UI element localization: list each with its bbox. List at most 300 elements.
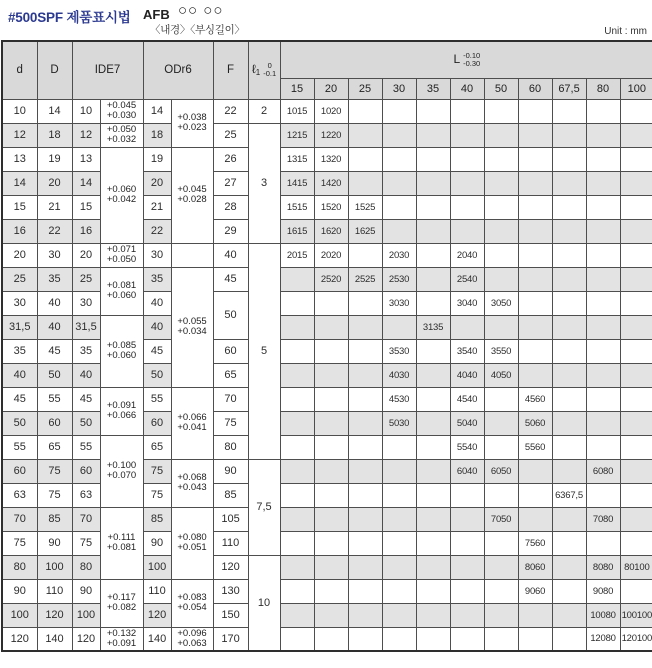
cell-L-80: 8080 xyxy=(586,555,620,579)
cell-L-67,5 xyxy=(552,339,586,363)
cell-l1: 10 xyxy=(248,555,280,651)
cell-L-15 xyxy=(280,459,314,483)
cell-L-40 xyxy=(450,603,484,627)
cell-f: 80 xyxy=(213,435,248,459)
page-header xyxy=(0,0,652,40)
cell-L-100 xyxy=(620,171,652,195)
cell-L-50 xyxy=(484,195,518,219)
cell-D: 20 xyxy=(37,171,72,195)
cell-odr6: 40 xyxy=(143,315,171,339)
cell-L-100 xyxy=(620,411,652,435)
cell-L-25 xyxy=(348,531,382,555)
cell-ide7: 70 xyxy=(72,507,100,531)
cell-L-50 xyxy=(484,147,518,171)
cell-L-15: 1315 xyxy=(280,147,314,171)
cell-d: 90 xyxy=(2,579,37,603)
cell-odr6: 45 xyxy=(143,339,171,363)
cell-D: 60 xyxy=(37,411,72,435)
cell-L-15 xyxy=(280,627,314,651)
cell-odr6-tolerance: +0.055 +0.034 xyxy=(171,267,213,387)
table-body xyxy=(2,99,652,651)
cell-L-30: 3530 xyxy=(382,339,416,363)
cell-L-20 xyxy=(314,579,348,603)
l-size-header: 80 xyxy=(586,78,620,99)
cell-odr6-tolerance xyxy=(171,243,213,267)
cell-L-35 xyxy=(416,459,450,483)
spec-row-d-30 xyxy=(2,291,652,315)
cell-L-25 xyxy=(348,99,382,123)
cell-L-100 xyxy=(620,99,652,123)
cell-L-35 xyxy=(416,603,450,627)
cell-L-15 xyxy=(280,315,314,339)
cell-f: 28 xyxy=(213,195,248,219)
cell-L-35 xyxy=(416,99,450,123)
cell-L-35 xyxy=(416,195,450,219)
cell-L-60: 4560 xyxy=(518,387,552,411)
cell-L-20 xyxy=(314,627,348,651)
cell-odr6-tolerance: +0.096 +0.063 xyxy=(171,627,213,651)
cell-L-35 xyxy=(416,171,450,195)
cell-f: 110 xyxy=(213,531,248,555)
cell-odr6: 22 xyxy=(143,219,171,243)
cell-D: 65 xyxy=(37,435,72,459)
spec-row-d-13 xyxy=(2,147,652,171)
cell-L-40: 5040 xyxy=(450,411,484,435)
cell-L-60 xyxy=(518,507,552,531)
cell-D: 110 xyxy=(37,579,72,603)
cell-L-30 xyxy=(382,99,416,123)
cell-d: 30 xyxy=(2,291,37,315)
cell-L-15: 2015 xyxy=(280,243,314,267)
cell-L-20 xyxy=(314,339,348,363)
cell-L-50 xyxy=(484,267,518,291)
cell-L-15: 1015 xyxy=(280,99,314,123)
cell-L-60 xyxy=(518,627,552,651)
cell-f: 150 xyxy=(213,603,248,627)
cell-L-40 xyxy=(450,315,484,339)
cell-L-30 xyxy=(382,171,416,195)
col-header-f: F xyxy=(213,41,248,99)
cell-ide7: 75 xyxy=(72,531,100,555)
cell-L-100 xyxy=(620,459,652,483)
cell-L-30 xyxy=(382,507,416,531)
cell-f: 27 xyxy=(213,171,248,195)
cell-ide7: 25 xyxy=(72,267,100,291)
cell-L-67,5 xyxy=(552,315,586,339)
cell-ide7-tolerance: +0.132 +0.091 xyxy=(100,627,143,651)
cell-D: 40 xyxy=(37,315,72,339)
spec-row-d-15 xyxy=(2,195,652,219)
cell-L-15: 1515 xyxy=(280,195,314,219)
cell-L-60 xyxy=(518,243,552,267)
col-header-d: d xyxy=(2,41,37,99)
cell-L-50 xyxy=(484,579,518,603)
col-header-D: D xyxy=(37,41,72,99)
cell-ide7-tolerance: +0.060 +0.042 xyxy=(100,147,143,243)
cell-f: 85 xyxy=(213,483,248,507)
cell-L-50: 3550 xyxy=(484,339,518,363)
cell-L-25 xyxy=(348,483,382,507)
cell-L-80 xyxy=(586,531,620,555)
spec-row-d-14 xyxy=(2,171,652,195)
cell-L-20 xyxy=(314,315,348,339)
cell-L-35 xyxy=(416,435,450,459)
cell-ide7: 60 xyxy=(72,459,100,483)
cell-L-30 xyxy=(382,483,416,507)
cell-D: 55 xyxy=(37,387,72,411)
cell-L-20 xyxy=(314,435,348,459)
cell-L-40 xyxy=(450,195,484,219)
cell-L-35 xyxy=(416,531,450,555)
cell-L-30 xyxy=(382,147,416,171)
cell-L-60 xyxy=(518,99,552,123)
cell-L-67,5 xyxy=(552,579,586,603)
cell-f: 50 xyxy=(213,291,248,339)
spec-row-d-60 xyxy=(2,459,652,483)
cell-L-30 xyxy=(382,459,416,483)
cell-d: 10 xyxy=(2,99,37,123)
cell-odr6: 75 xyxy=(143,483,171,507)
cell-L-20: 1420 xyxy=(314,171,348,195)
cell-L-15 xyxy=(280,555,314,579)
cell-L-67,5 xyxy=(552,99,586,123)
cell-L-25 xyxy=(348,603,382,627)
cell-L-67,5 xyxy=(552,267,586,291)
cell-odr6: 18 xyxy=(143,123,171,147)
cell-L-50: 4050 xyxy=(484,363,518,387)
cell-ide7-tolerance: +0.091 +0.066 xyxy=(100,387,143,435)
cell-d: 40 xyxy=(2,363,37,387)
cell-L-20 xyxy=(314,507,348,531)
cell-L-25 xyxy=(348,243,382,267)
cell-L-67,5 xyxy=(552,363,586,387)
cell-L-60 xyxy=(518,363,552,387)
cell-L-35 xyxy=(416,627,450,651)
cell-L-30: 2030 xyxy=(382,243,416,267)
cell-d: 15 xyxy=(2,195,37,219)
cell-odr6: 120 xyxy=(143,603,171,627)
cell-L-25 xyxy=(348,555,382,579)
cell-L-15 xyxy=(280,267,314,291)
cell-D: 75 xyxy=(37,459,72,483)
cell-D: 45 xyxy=(37,339,72,363)
cell-d: 63 xyxy=(2,483,37,507)
cell-L-40 xyxy=(450,171,484,195)
cell-D: 40 xyxy=(37,291,72,315)
cell-L-35 xyxy=(416,363,450,387)
cell-D: 100 xyxy=(37,555,72,579)
l-size-header: 20 xyxy=(314,78,348,99)
cell-L-50 xyxy=(484,171,518,195)
cell-L-100 xyxy=(620,243,652,267)
cell-d: 13 xyxy=(2,147,37,171)
cell-L-100 xyxy=(620,507,652,531)
cell-L-80 xyxy=(586,243,620,267)
L-tolerance: -0.10 -0.30 xyxy=(463,50,481,68)
cell-D: 14 xyxy=(37,99,72,123)
cell-L-80 xyxy=(586,267,620,291)
cell-d: 75 xyxy=(2,531,37,555)
cell-L-80: 10080 xyxy=(586,603,620,627)
cell-L-30 xyxy=(382,627,416,651)
col-header-odr6: ODr6 xyxy=(143,41,213,99)
cell-L-100 xyxy=(620,267,652,291)
cell-L-40: 6040 xyxy=(450,459,484,483)
cell-L-35 xyxy=(416,147,450,171)
cell-L-35 xyxy=(416,267,450,291)
cell-L-35 xyxy=(416,291,450,315)
cell-L-40 xyxy=(450,483,484,507)
cell-ide7-tolerance: +0.050 +0.032 xyxy=(100,123,143,147)
cell-ide7-tolerance: +0.045 +0.030 xyxy=(100,99,143,123)
cell-D: 50 xyxy=(37,363,72,387)
cell-ide7-tolerance: +0.117 +0.082 xyxy=(100,579,143,627)
spec-row-d-35 xyxy=(2,339,652,363)
cell-d: 25 xyxy=(2,267,37,291)
cell-L-60: 7560 xyxy=(518,531,552,555)
col-header-L xyxy=(280,41,652,78)
spec-row-d-90 xyxy=(2,579,652,603)
cell-L-40 xyxy=(450,99,484,123)
cell-L-25 xyxy=(348,411,382,435)
cell-ide7: 14 xyxy=(72,171,100,195)
cell-L-60: 8060 xyxy=(518,555,552,579)
cell-L-100 xyxy=(620,387,652,411)
cell-L-25 xyxy=(348,579,382,603)
cell-L-40: 2040 xyxy=(450,243,484,267)
cell-odr6: 40 xyxy=(143,291,171,315)
cell-L-60 xyxy=(518,267,552,291)
spec-row-d-10 xyxy=(2,99,652,123)
cell-odr6: 14 xyxy=(143,99,171,123)
cell-L-80 xyxy=(586,387,620,411)
cell-L-50 xyxy=(484,243,518,267)
l1-tolerance: 0 -0.1 xyxy=(263,61,277,79)
cell-L-80 xyxy=(586,219,620,243)
cell-L-50: 3050 xyxy=(484,291,518,315)
cell-ide7: 45 xyxy=(72,387,100,411)
cell-f: 22 xyxy=(213,99,248,123)
cell-L-60: 5560 xyxy=(518,435,552,459)
cell-L-25 xyxy=(348,507,382,531)
cell-l1: 5 xyxy=(248,243,280,459)
cell-L-15 xyxy=(280,339,314,363)
cell-L-67,5 xyxy=(552,507,586,531)
cell-odr6-tolerance: +0.038 +0.023 xyxy=(171,99,213,147)
cell-L-15 xyxy=(280,387,314,411)
cell-L-60 xyxy=(518,219,552,243)
cell-L-15 xyxy=(280,531,314,555)
cell-L-25 xyxy=(348,147,382,171)
cell-L-80: 7080 xyxy=(586,507,620,531)
cell-L-15 xyxy=(280,435,314,459)
cell-ide7: 35 xyxy=(72,339,100,363)
cell-odr6: 30 xyxy=(143,243,171,267)
cell-f: 25 xyxy=(213,123,248,147)
cell-odr6-tolerance: +0.066 +0.041 xyxy=(171,387,213,459)
cell-odr6: 65 xyxy=(143,435,171,459)
cell-L-25: 1625 xyxy=(348,219,382,243)
cell-f: 130 xyxy=(213,579,248,603)
cell-L-30: 4530 xyxy=(382,387,416,411)
cell-L-100 xyxy=(620,147,652,171)
l-size-header: 50 xyxy=(484,78,518,99)
cell-L-60: 9060 xyxy=(518,579,552,603)
L-symbol: L xyxy=(453,51,461,66)
cell-odr6: 90 xyxy=(143,531,171,555)
cell-d: 31,5 xyxy=(2,315,37,339)
cell-L-30 xyxy=(382,219,416,243)
cell-L-15 xyxy=(280,603,314,627)
cell-d: 12 xyxy=(2,123,37,147)
cell-L-40 xyxy=(450,627,484,651)
cell-L-25 xyxy=(348,123,382,147)
cell-L-60 xyxy=(518,171,552,195)
cell-L-60 xyxy=(518,291,552,315)
cell-ide7: 80 xyxy=(72,555,100,579)
cell-L-35 xyxy=(416,411,450,435)
cell-f: 120 xyxy=(213,555,248,579)
l-size-header: 35 xyxy=(416,78,450,99)
cell-L-25 xyxy=(348,459,382,483)
cell-L-35 xyxy=(416,579,450,603)
product-code-caption: 〈내경〉〈부싱길이〉 xyxy=(150,24,245,36)
unit-label: Unit : mm xyxy=(604,26,647,37)
cell-L-50 xyxy=(484,627,518,651)
cell-L-15: 1215 xyxy=(280,123,314,147)
cell-odr6: 110 xyxy=(143,579,171,603)
l-size-header: 30 xyxy=(382,78,416,99)
cell-L-67,5 xyxy=(552,531,586,555)
cell-L-80 xyxy=(586,315,620,339)
cell-D: 19 xyxy=(37,147,72,171)
cell-L-100 xyxy=(620,339,652,363)
cell-d: 70 xyxy=(2,507,37,531)
cell-L-40: 5540 xyxy=(450,435,484,459)
spec-row-d-16 xyxy=(2,219,652,243)
cell-L-80 xyxy=(586,411,620,435)
l-size-header: 15 xyxy=(280,78,314,99)
cell-f: 40 xyxy=(213,243,248,267)
cell-L-50 xyxy=(484,555,518,579)
cell-f: 170 xyxy=(213,627,248,651)
cell-L-20 xyxy=(314,459,348,483)
cell-L-25: 2525 xyxy=(348,267,382,291)
cell-L-20 xyxy=(314,411,348,435)
cell-L-15 xyxy=(280,291,314,315)
cell-D: 75 xyxy=(37,483,72,507)
cell-ide7: 55 xyxy=(72,435,100,459)
cell-L-50 xyxy=(484,123,518,147)
cell-L-80 xyxy=(586,363,620,387)
cell-L-30 xyxy=(382,555,416,579)
cell-L-20 xyxy=(314,363,348,387)
cell-L-40 xyxy=(450,531,484,555)
cell-L-80 xyxy=(586,99,620,123)
cell-L-50 xyxy=(484,531,518,555)
cell-odr6: 20 xyxy=(143,171,171,195)
cell-L-20 xyxy=(314,603,348,627)
cell-L-67,5 xyxy=(552,243,586,267)
cell-L-20: 2520 xyxy=(314,267,348,291)
cell-f: 75 xyxy=(213,411,248,435)
cell-L-67,5 xyxy=(552,411,586,435)
cell-L-100 xyxy=(620,315,652,339)
cell-L-100: 120100 xyxy=(620,627,652,651)
cell-L-25 xyxy=(348,435,382,459)
cell-f: 45 xyxy=(213,267,248,291)
cell-L-25 xyxy=(348,627,382,651)
cell-L-100 xyxy=(620,123,652,147)
cell-L-67,5 xyxy=(552,627,586,651)
cell-L-100 xyxy=(620,195,652,219)
cell-L-50 xyxy=(484,219,518,243)
cell-f: 65 xyxy=(213,363,248,387)
cell-D: 21 xyxy=(37,195,72,219)
spec-row-d-80 xyxy=(2,555,652,579)
cell-ide7-tolerance: +0.081 +0.060 xyxy=(100,267,143,315)
cell-L-80 xyxy=(586,339,620,363)
cell-L-60 xyxy=(518,123,552,147)
cell-L-15 xyxy=(280,579,314,603)
cell-D: 30 xyxy=(37,243,72,267)
cell-L-100 xyxy=(620,579,652,603)
cell-L-25 xyxy=(348,315,382,339)
cell-L-20 xyxy=(314,555,348,579)
cell-ide7: 31,5 xyxy=(72,315,100,339)
cell-f: 26 xyxy=(213,147,248,171)
cell-d: 120 xyxy=(2,627,37,651)
cell-L-20: 1220 xyxy=(314,123,348,147)
cell-odr6: 35 xyxy=(143,267,171,291)
col-header-l1 xyxy=(248,41,280,99)
cell-L-50 xyxy=(484,483,518,507)
cell-odr6: 19 xyxy=(143,147,171,171)
cell-L-40: 4040 xyxy=(450,363,484,387)
cell-d: 14 xyxy=(2,171,37,195)
cell-odr6: 21 xyxy=(143,195,171,219)
cell-ide7: 100 xyxy=(72,603,100,627)
spec-table xyxy=(1,40,652,652)
cell-L-30 xyxy=(382,315,416,339)
cell-L-35 xyxy=(416,483,450,507)
cell-L-50: 7050 xyxy=(484,507,518,531)
cell-L-50 xyxy=(484,411,518,435)
cell-L-67,5 xyxy=(552,123,586,147)
l-size-header: 100 xyxy=(620,78,652,99)
cell-L-35 xyxy=(416,219,450,243)
spec-row-d-55 xyxy=(2,435,652,459)
cell-d: 50 xyxy=(2,411,37,435)
cell-L-30 xyxy=(382,531,416,555)
cell-ide7-tolerance: +0.100 +0.070 xyxy=(100,435,143,507)
cell-L-30 xyxy=(382,195,416,219)
cell-ide7: 13 xyxy=(72,147,100,171)
cell-L-30 xyxy=(382,435,416,459)
cell-ide7: 63 xyxy=(72,483,100,507)
cell-ide7: 90 xyxy=(72,579,100,603)
cell-L-35 xyxy=(416,555,450,579)
spec-row-d-31,5 xyxy=(2,315,652,339)
l-size-header: 67,5 xyxy=(552,78,586,99)
cell-ide7-tolerance: +0.071 +0.050 xyxy=(100,243,143,267)
spec-row-d-70 xyxy=(2,507,652,531)
cell-L-30: 5030 xyxy=(382,411,416,435)
cell-L-60 xyxy=(518,315,552,339)
cell-l1: 7,5 xyxy=(248,459,280,555)
cell-L-30: 4030 xyxy=(382,363,416,387)
cell-odr6-tolerance: +0.083 +0.054 xyxy=(171,579,213,627)
